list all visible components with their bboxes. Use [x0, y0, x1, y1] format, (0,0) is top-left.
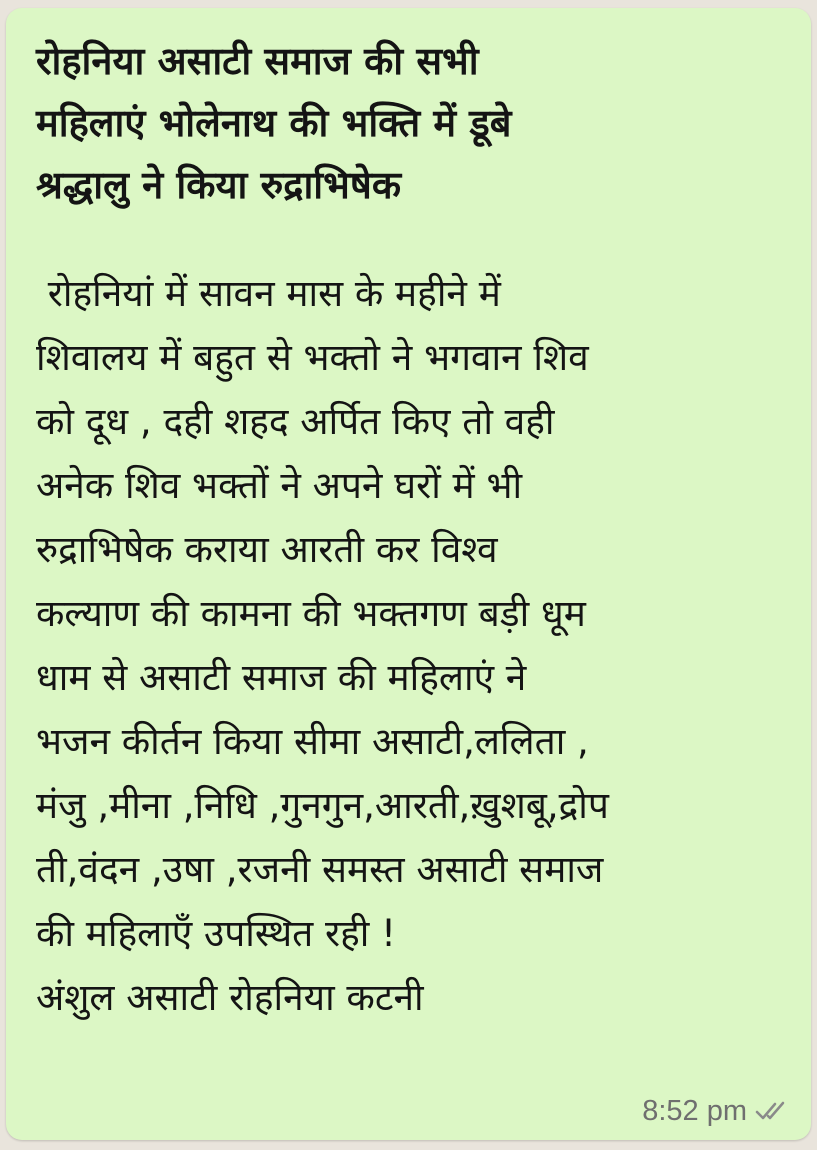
double-check-icon [755, 1099, 791, 1123]
message-bubble[interactable] [6, 8, 811, 1140]
message-time: 8:52 pm [642, 1095, 747, 1127]
message-meta [642, 1094, 791, 1128]
message-body: रोहनियां में सावन मास के महीने में शिवालय में बहुत से भक्तो ने भगवान शिव को दूध , दही शहद अर्पित किए तो वही अनेक शिव भक्तों ने अपने घरों में भी रुद्राभिषेक कराया आरती कर विश्व कल्याण की कामना की भक्तगण बड़ी धूम धाम से असाटी समाज की महिलाएं ने भजन कीर्तन किया सीमा असाटी,ललिता , मंजु ,मीना ,निधि ,गुनगुन,आरती,ख़ुशबू,द्रोप ती,वंदन ,उषा ,रजनी समस्त असाटी समाज की महिलाएँ उपस्थित रही ! अंशुल असाटी रोहनिया कटनी [36, 272, 609, 1019]
message-headline: रोहनिया असाटी समाज की सभी महिलाएं भोलेनाथ की भक्ति में डूबे श्रद्धालु ने किया रुद्राभिषेक [36, 39, 512, 207]
